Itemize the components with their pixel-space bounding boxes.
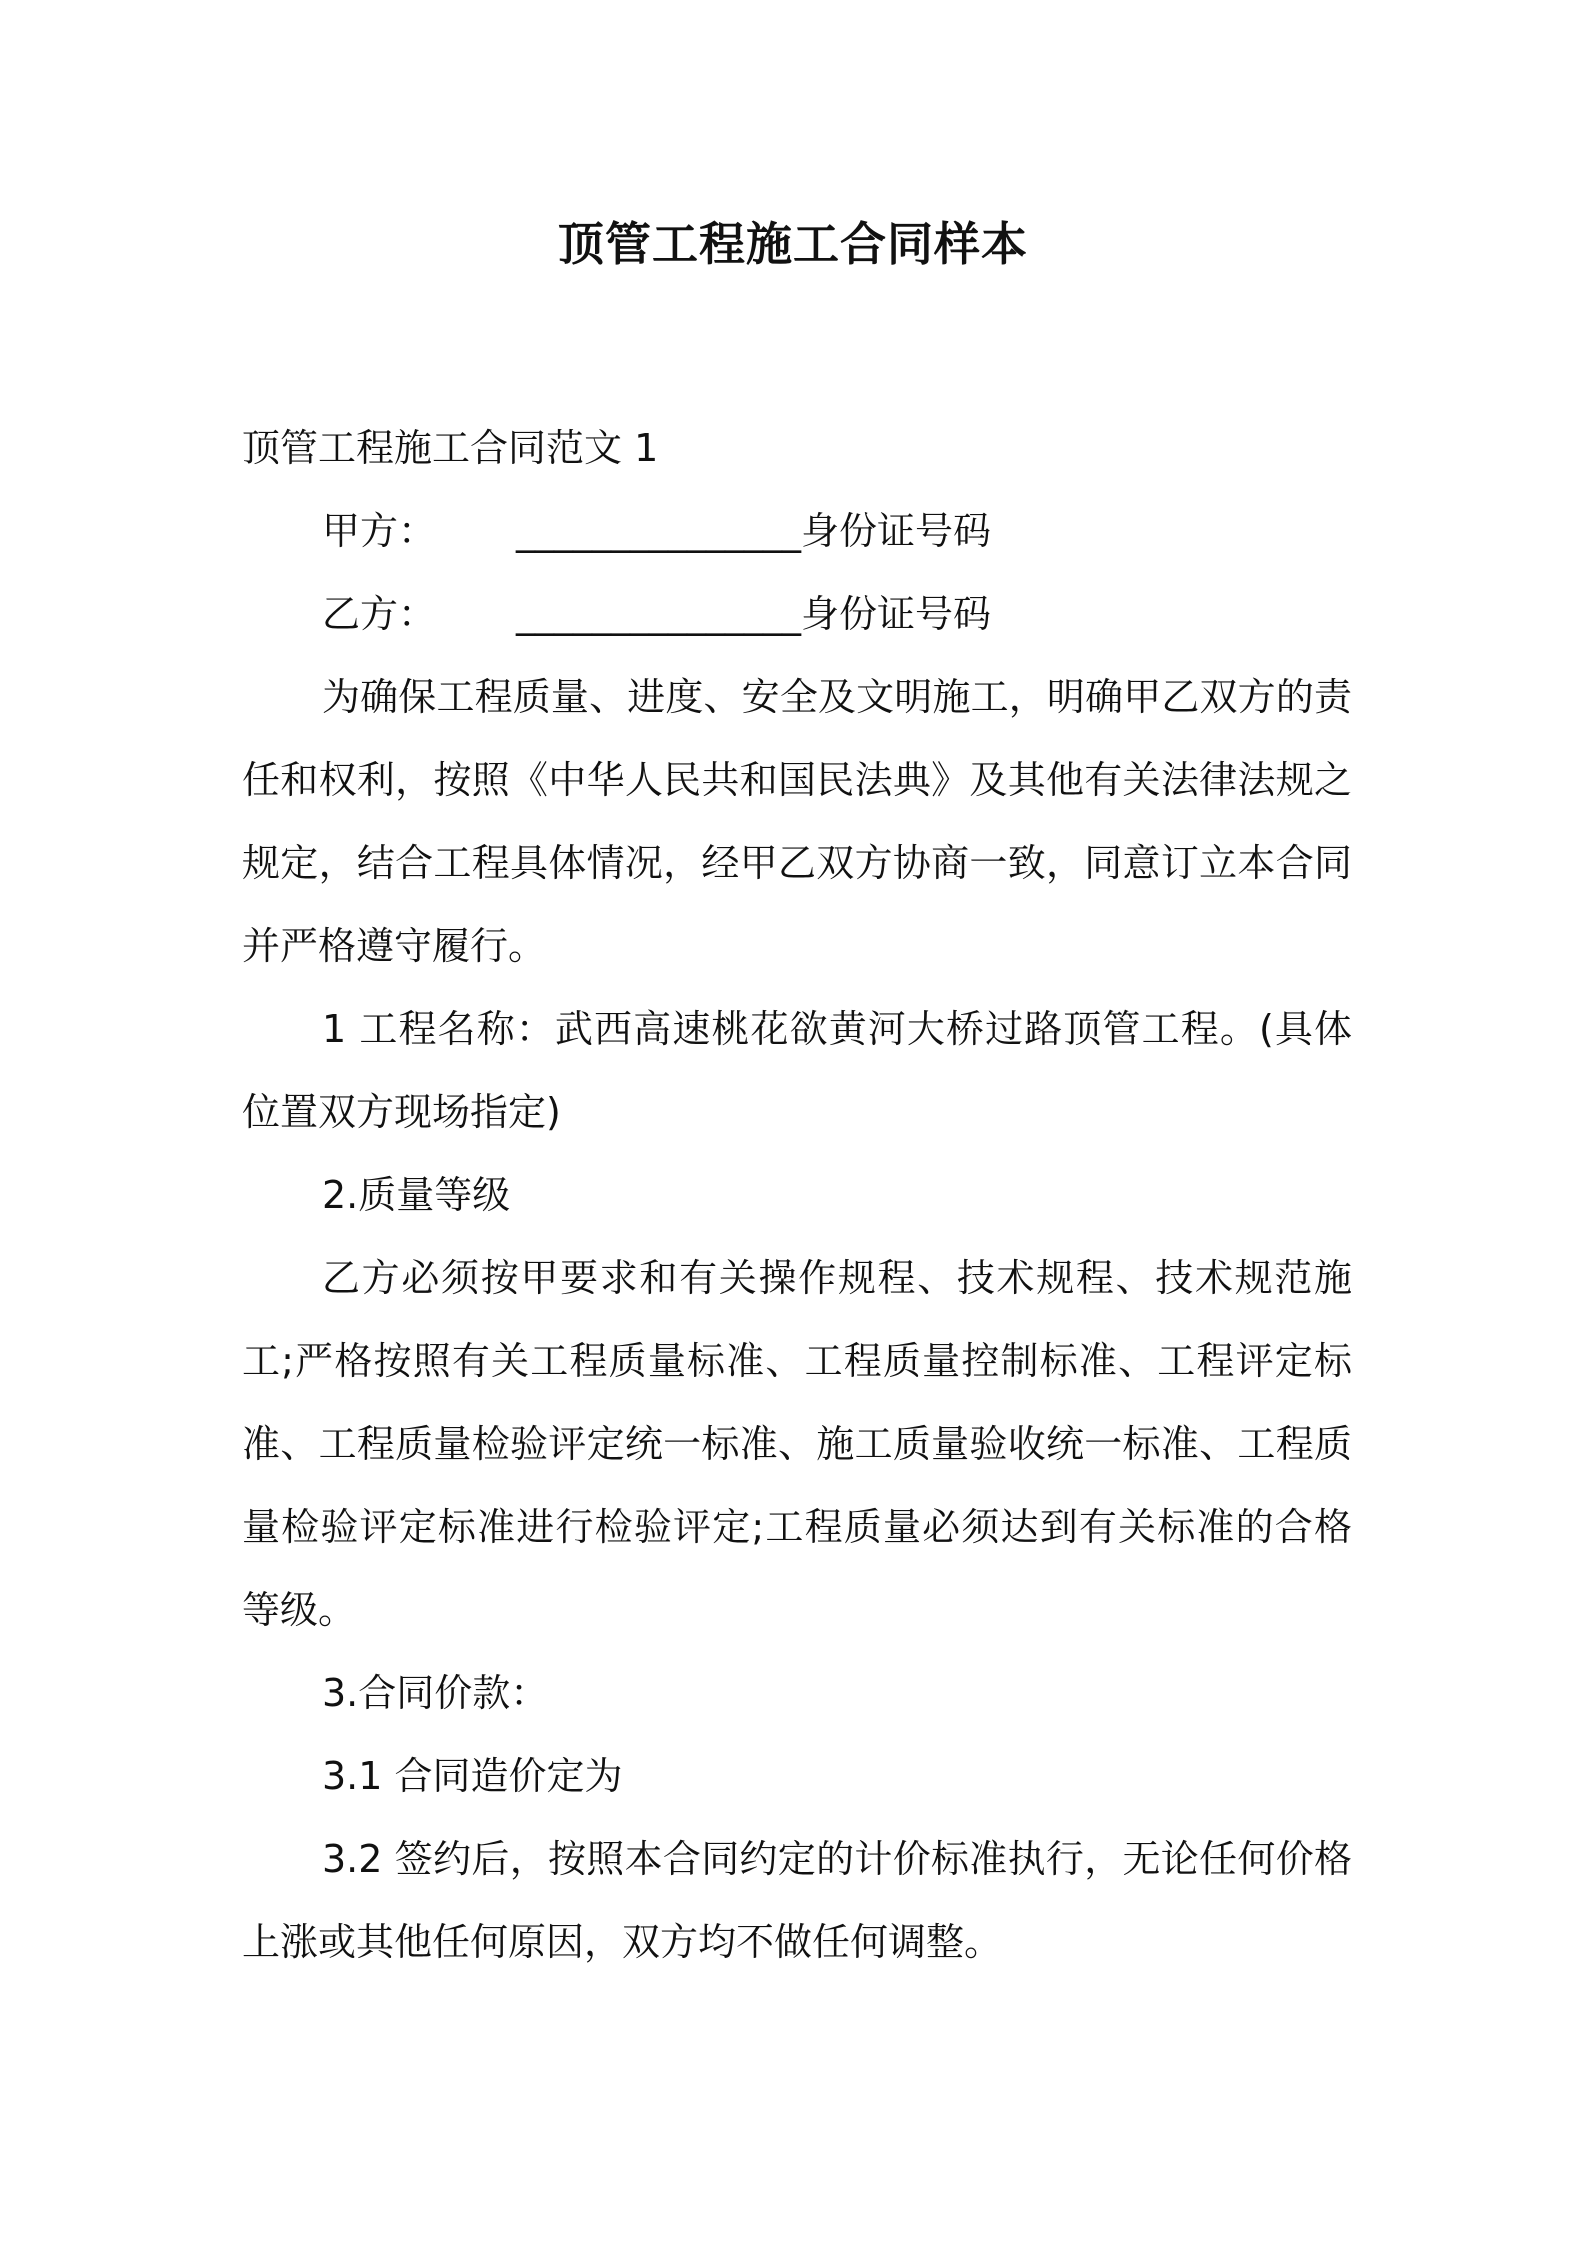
party-b-id-label: 身份证号码 <box>801 592 992 636</box>
party-a-id-label: 身份证号码 <box>801 509 992 553</box>
clause-3-2: 3.2 签约后，按照本合同约定的计价标准执行，无论任何价格上涨或其他任何原因，双方均不做任何调整。 <box>242 1837 1352 1964</box>
clause-1-project-name: 1 工程名称：武西高速桃花欲黄河大桥过路顶管工程。(具体位置双方现场指定) <box>242 1007 1352 1134</box>
document-title: 顶管工程施工合同样本 <box>558 217 1028 271</box>
clause-2-heading: 2.质量等级 <box>322 1173 511 1217</box>
clause-3-1: 3.1 合同造价定为 <box>322 1754 623 1798</box>
party-b-label: 乙方： <box>322 592 437 636</box>
preamble-paragraph: 为确保工程质量、进度、安全及文明施工，明确甲乙双方的责任和权利，按照《中华人民共和国民法典》及其他有关法律法规之规定，结合工程具体情况，经甲乙双方协商一致，同意订立本合同并严格遵守履行。 <box>242 675 1352 968</box>
party-b-blank: _______________ <box>516 592 802 636</box>
clause-3-heading: 3.合同价款： <box>322 1671 549 1715</box>
party-a-blank: _______________ <box>516 509 802 553</box>
clause-2-quality-body: 乙方必须按甲要求和有关操作规程、技术规程、技术规范施工;严格按照有关工程质量标准、工程质量控制标准、工程评定标准、工程质量检验评定统一标准、施工质量验收统一标准、工程质量检验评定标准进行检验评定;工程质量必须达到有关标准的合格等级。 <box>242 1256 1352 1632</box>
party-a-label: 甲方： <box>322 509 437 553</box>
party-b-line <box>242 573 1352 656</box>
document-body <box>242 407 1352 1984</box>
section-heading: 顶管工程施工合同范文 1 <box>242 426 659 470</box>
party-a-line <box>242 490 1352 573</box>
